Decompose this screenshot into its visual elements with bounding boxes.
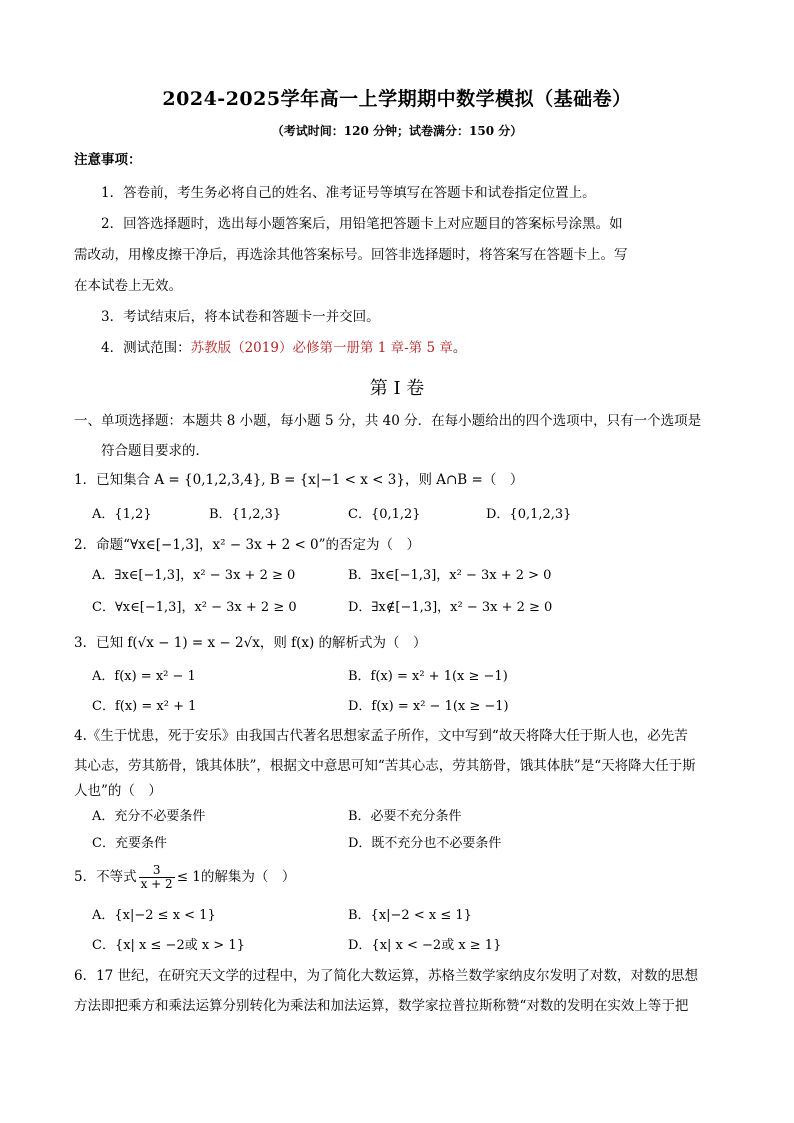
- question-5-option-d[interactable]: D．{x| x < −2或 x ≥ 1}: [348, 938, 502, 953]
- section-title: 第 I 卷: [369, 378, 425, 399]
- question-5-option-b[interactable]: B．{x|−2 < x ≤ 1}: [348, 908, 472, 923]
- question-4-option-c[interactable]: C．充要条件: [92, 836, 167, 851]
- question-3-option-c[interactable]: C．f(x) = x² + 1: [92, 699, 197, 714]
- notice-item-4: [101, 338, 466, 358]
- notice-item-2-line-2: 需改动，用橡皮擦干净后，再选涂其他答案标号。回答非选择题时，将答案写在答题卡上。写: [74, 247, 628, 263]
- notice-item-2-line-1: 2．回答选择题时，选出每小题答案后，用铅笔把答题卡上对应题目的答案标号涂黑。如: [101, 216, 623, 232]
- question-2-option-a[interactable]: A．∃x∈[−1,3]，x² − 3x + 2 ≥ 0: [92, 568, 296, 583]
- question-1-option-d[interactable]: D．{0,1,2,3}: [486, 507, 572, 522]
- question-1-option-a[interactable]: A．{1,2}: [92, 507, 152, 522]
- question-6-stem-line-1: 6．17 世纪，在研究天文学的过程中，为了简化大数运算，苏格兰数学家纳皮尔发明了对数，对数的思想: [74, 968, 699, 984]
- question-3-option-b[interactable]: B．f(x) = x² + 1(x ≥ −1): [348, 669, 508, 684]
- part1-instructions-line-2: 符合题目要求的．: [101, 443, 209, 459]
- notice-heading: 注意事项：: [74, 152, 142, 168]
- part1-instructions-line-1: 一、单项选择题：本题共 8 小题，每小题 5 分，共 40 分．在每小题给出的四个选项中，只有一个选项是: [74, 413, 702, 429]
- page-title: 2024-2025学年高一上学期期中数学模拟（基础卷）: [162, 88, 632, 110]
- question-4-stem-line-1: 4.《生于忧患，死于安乐》由我国古代著名思想家孟子所作，文中写到“故天将降大任于斯人也，必先苦: [74, 728, 688, 744]
- question-1-stem: 1．已知集合 A = {0,1,2,3,4}, B = {x|−1 < x < 3}，则 A∩B =（ ）: [74, 472, 524, 488]
- question-2-option-b[interactable]: B．∃x∈[−1,3]，x² − 3x + 2 > 0: [348, 568, 552, 583]
- question-4-stem-line-2: 其心志，劳其筋骨，饿其体肤”，根据文中意思可知“苦其心志，劳其筋骨，饿其体肤”是“天将降大任于斯: [74, 758, 696, 774]
- question-4-option-b[interactable]: B．必要不充分条件: [348, 809, 462, 824]
- question-3-option-a[interactable]: A．f(x) = x² − 1: [92, 669, 196, 684]
- question-2-option-c[interactable]: C．∀x∈[−1,3]，x² − 3x + 2 ≥ 0: [92, 600, 297, 615]
- test-scope: 苏教版（2019）必修第一册第 1 章-第 5 章: [190, 340, 453, 356]
- question-5-option-a[interactable]: A．{x|−2 ≤ x < 1}: [92, 908, 216, 923]
- question-5-stem-suffix: ≤ 1的解集为（ ）: [176, 869, 296, 885]
- question-5-fraction-denominator: x + 2: [140, 877, 173, 891]
- question-4-option-d[interactable]: D．既不充分也不必要条件: [348, 836, 502, 851]
- notice-item-3: 3．考试结束后，将本试卷和答题卡一并交回。: [101, 309, 380, 325]
- page-subtitle: （考试时间：120 分钟；试卷满分：150 分）: [271, 124, 523, 138]
- question-5-option-c[interactable]: C．{x| x ≤ −2或 x > 1}: [92, 938, 245, 953]
- question-3-option-d[interactable]: D．f(x) = x² − 1(x ≥ −1): [348, 699, 509, 714]
- question-5-fraction: [139, 864, 175, 891]
- notice-item-4-suffix: 。: [452, 340, 467, 356]
- notice-item-1: 1．答卷前，考生务必将自己的姓名、准考证号等填写在答题卡和试卷指定位置上。: [101, 185, 596, 201]
- question-1-option-c[interactable]: C．{0,1,2}: [348, 507, 421, 522]
- question-2-stem: 2．命题“∀x∈[−1,3]，x² − 3x + 2 < 0”的否定为（ ）: [74, 537, 421, 553]
- question-2-option-d[interactable]: D．∃x∉[−1,3]，x² − 3x + 2 ≥ 0: [348, 600, 553, 615]
- question-1-option-b[interactable]: B．{1,2,3}: [209, 507, 282, 522]
- question-5-fraction-numerator: 3: [139, 864, 175, 878]
- question-4-stem-line-3: 人也”的（ ）: [74, 783, 162, 799]
- question-3-stem: 3．已知 f(√x − 1) = x − 2√x，则 f(x) 的解析式为（ ）: [74, 635, 427, 651]
- question-5-stem-prefix: 5．不等式: [74, 869, 137, 885]
- notice-item-4-prefix: 4．测试范围：: [101, 340, 191, 356]
- question-4-option-a[interactable]: A．充分不必要条件: [92, 809, 206, 824]
- question-6-stem-line-2: 方法即把乘方和乘法运算分别转化为乘法和加法运算，数学家拉普拉斯称赞“对数的发明在实效上等于把: [74, 998, 689, 1014]
- notice-item-2-line-3: 在本试卷上无效。: [74, 278, 182, 294]
- question-5-stem: [74, 862, 295, 892]
